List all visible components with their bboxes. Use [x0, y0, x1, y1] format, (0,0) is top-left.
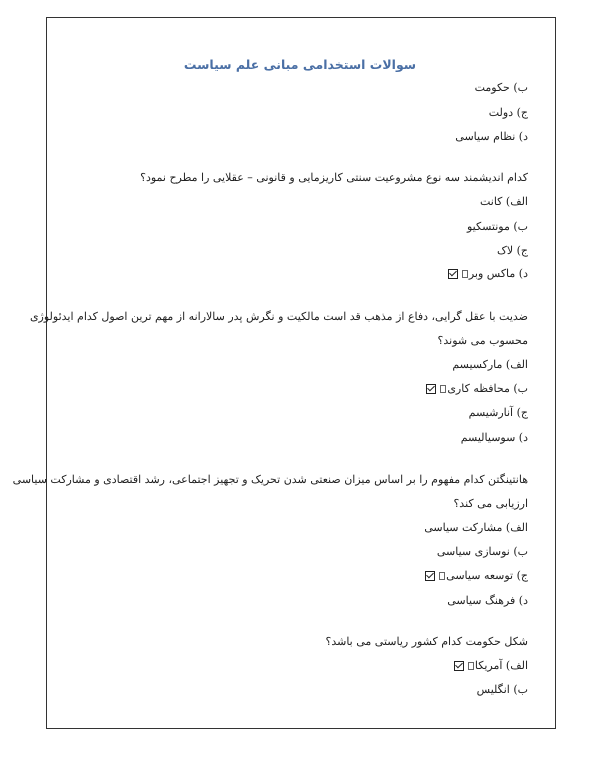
empty-box-icon — [468, 662, 474, 670]
checkbox-checked-icon — [454, 661, 464, 671]
option-line: ج) آنارشیسم — [468, 406, 528, 419]
option-line: د) فرهنگ سیاسی — [447, 594, 528, 607]
checkbox-checked-icon — [426, 384, 436, 394]
empty-box-icon — [462, 270, 468, 278]
option-line: الف) کانت — [479, 195, 528, 208]
option-text: ب) محافظه کاری — [447, 382, 528, 395]
option-line: ب) انگلیس — [476, 683, 528, 696]
page-frame — [12, 17, 556, 729]
question-line: کدام اندیشمند سه نوع مشروعیت سنتی کاریزمایی و قانونی – عقلایی را مطرح نمود؟ — [140, 171, 528, 184]
option-line: د) سوسیالیسم — [460, 431, 528, 444]
question-line: ارزیابی می کند؟ — [453, 497, 528, 510]
empty-box-icon — [439, 572, 445, 580]
option-line: الف) مشارکت سیاسی — [424, 521, 528, 534]
option-line: ج) لاک — [496, 244, 528, 257]
option-line-answer — [80, 659, 528, 673]
option-text: الف) آمریکا — [474, 659, 528, 672]
option-line-answer — [80, 267, 528, 281]
option-line-answer — [80, 382, 528, 396]
option-line: ب) حکومت — [474, 81, 528, 94]
question-line: هانتینگتن کدام مفهوم را بر اساس میزان صنعتی شدن تحریک و تجهیز اجتماعی، رشد اقتصادی و مشارکت سیاسی — [12, 473, 528, 486]
checkbox-checked-icon — [425, 571, 435, 581]
option-line: الف) مارکسیسم — [452, 358, 528, 371]
option-line: د) نظام سیاسی — [455, 130, 528, 143]
option-line: ج) دولت — [488, 106, 528, 119]
checkbox-checked-icon — [448, 269, 458, 279]
option-line: ب) مونتسکیو — [467, 220, 528, 233]
option-line-answer — [80, 569, 528, 583]
document-title: سوالات استخدامی مبانی علم سیاست — [183, 57, 417, 72]
empty-box-icon — [440, 385, 446, 393]
option-text: د) ماکس وبر — [468, 267, 528, 280]
question-line: محسوب می شوند؟ — [437, 334, 528, 347]
option-text: ج) توسعه سیاسی — [446, 569, 528, 582]
option-line: ب) نوسازی سیاسی — [436, 545, 528, 558]
question-line: ضدیت با عقل گرایی، دفاع از مذهب قد است مالکیت و نگرش پدر سالارانه از مهم ترین اصول کدام ایدئولوژی — [29, 310, 528, 323]
question-line: شکل حکومت کدام کشور ریاستی می باشد؟ — [325, 635, 528, 648]
